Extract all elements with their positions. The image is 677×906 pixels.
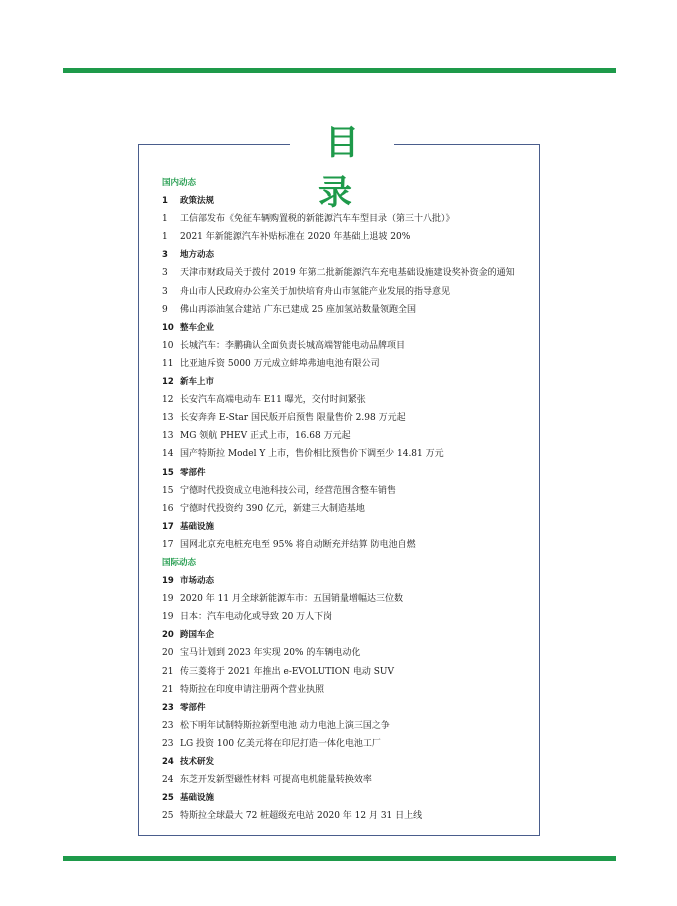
- toc-article-row[interactable]: [162, 445, 532, 463]
- toc-page-number: 10: [162, 322, 174, 333]
- toc-article-row[interactable]: [162, 391, 532, 409]
- toc-article-row[interactable]: [162, 536, 532, 554]
- toc-category-row[interactable]: [162, 319, 532, 337]
- toc-page-number: 1: [162, 196, 168, 207]
- toc-page-number: 21: [162, 666, 174, 677]
- toc-article-title: 特斯拉在印度申请注册两个营业执照: [180, 684, 325, 695]
- toc-article-row[interactable]: [162, 482, 532, 500]
- toc-section-title: 国内动态: [162, 178, 197, 188]
- toc-page-number: 12: [162, 377, 174, 388]
- toc-category-row[interactable]: [162, 626, 532, 644]
- toc-page-number: 12: [162, 395, 174, 406]
- toc-category-row[interactable]: [162, 753, 532, 771]
- toc-category-title: 技术研发: [180, 757, 215, 767]
- toc-category-title: 基础设施: [180, 521, 215, 532]
- toc-article-title: 长城汽车：李鹏确认全面负责长城高端智能电动品牌项目: [180, 340, 406, 351]
- toc-section-title: 国际动态: [162, 557, 197, 568]
- toc-article-title: 国产特斯拉 Model Y 上市，售价相比预售价下调至少 14.81 万元: [180, 449, 444, 460]
- toc-article-row[interactable]: [162, 681, 532, 699]
- toc-page-number: 1: [162, 214, 168, 225]
- toc-page-number: 13: [162, 431, 174, 442]
- toc-article-row[interactable]: [162, 771, 532, 789]
- toc-article-row[interactable]: [162, 608, 532, 626]
- toc-article-row[interactable]: [162, 337, 532, 355]
- toc-page-number: 3: [162, 250, 168, 261]
- toc-article-row[interactable]: [162, 717, 532, 735]
- toc-article-title: MG 领航 PHEV 正式上市，16.68 万元起: [180, 431, 351, 442]
- toc-article-title: 松下明年试制特斯拉新型电池 动力电池上演三国之争: [180, 720, 390, 731]
- toc-page-number: 15: [162, 485, 174, 496]
- toc-section-row[interactable]: [162, 554, 532, 572]
- toc-page-number: 23: [162, 720, 174, 731]
- toc-article-row[interactable]: [162, 228, 532, 246]
- toc-category-title: 市场动态: [180, 576, 215, 587]
- toc-category-title: 政策法规: [180, 196, 215, 207]
- toc-page-number: 9: [162, 304, 168, 315]
- toc-category-row[interactable]: [162, 789, 532, 807]
- page-title: 目 录: [318, 123, 373, 213]
- toc-page-number: 14: [162, 449, 174, 460]
- toc-article-title: 长安奔奔 E-Star 国民版开启预售 限量售价 2.98 万元起: [180, 413, 406, 424]
- toc-page-number: 10: [162, 340, 174, 351]
- toc-article-row[interactable]: [162, 427, 532, 445]
- toc-page-number: 19: [162, 576, 174, 587]
- toc-article-title: 舟山市人民政府办公室关于加快培育舟山市氢能产业发展的指导意见: [180, 286, 451, 297]
- bottom-green-rule: [63, 856, 616, 861]
- toc-category-title: 基础设施: [180, 793, 215, 804]
- toc-page-number: 20: [162, 630, 174, 641]
- toc-category-row[interactable]: [162, 246, 532, 264]
- toc-page-number: 15: [162, 467, 174, 478]
- toc-article-row[interactable]: [162, 210, 532, 228]
- toc-article-title: 宁德时代投资约 390 亿元，新建三大制造基地: [180, 503, 365, 514]
- toc-category-row[interactable]: [162, 373, 532, 391]
- toc-page-number: 16: [162, 503, 174, 514]
- toc-article-title: 宁德时代投资成立电池科技公司，经营范围含整车销售: [180, 485, 397, 496]
- toc-article-title: 日本：汽车电动化或导致 20 万人下岗: [180, 612, 333, 623]
- toc-article-row[interactable]: [162, 283, 532, 301]
- toc-category-title: 零部件: [180, 702, 206, 713]
- toc-page-number: 17: [162, 521, 174, 532]
- toc-article-title: 比亚迪斥资 5000 万元成立蚌埠弗迪电池有限公司: [180, 358, 380, 369]
- toc-page-number: 24: [162, 775, 174, 786]
- toc-article-title: 宝马计划到 2023 年实现 20% 的车辆电动化: [180, 648, 361, 659]
- toc-article-title: 工信部发布《免征车辆购置税的新能源汽车车型目录（第三十八批）》: [180, 214, 455, 225]
- toc-category-title: 整车企业: [180, 322, 215, 333]
- toc-category-title: 地方动态: [180, 250, 215, 261]
- toc-article-row[interactable]: [162, 735, 532, 753]
- toc-article-row[interactable]: [162, 807, 532, 825]
- toc-category-row[interactable]: [162, 572, 532, 590]
- toc-article-row[interactable]: [162, 663, 532, 681]
- toc-article-title: 特斯拉全球最大 72 桩超级充电站 2020 年 12 月 31 日上线: [180, 811, 423, 822]
- toc-category-title: 新车上市: [180, 377, 215, 388]
- toc-article-row[interactable]: [162, 500, 532, 518]
- toc-page-number: 23: [162, 702, 174, 713]
- toc-article-title: 天津市财政局关于拨付 2019 年第二批新能源汽车充电基础设施建设奖补资金的通知: [180, 268, 515, 279]
- toc-page-number: 23: [162, 738, 174, 749]
- toc-article-row[interactable]: [162, 644, 532, 662]
- toc-category-title: 零部件: [180, 467, 206, 478]
- toc-category-title: 跨国车企: [180, 630, 215, 641]
- toc-page-number: 11: [162, 358, 174, 369]
- toc-page-number: 20: [162, 648, 174, 659]
- toc-article-row[interactable]: [162, 590, 532, 608]
- toc-article-title: 2021 年新能源汽车补贴标准在 2020 年基础上退坡 20%: [180, 232, 411, 243]
- toc-article-title: 传三菱将于 2021 年推出 e-EVOLUTION 电动 SUV: [180, 666, 394, 677]
- top-green-rule: [63, 68, 616, 73]
- toc-page-number: 17: [162, 539, 174, 550]
- toc-category-row[interactable]: [162, 464, 532, 482]
- toc-category-row[interactable]: [162, 192, 532, 210]
- toc-article-title: LG 投资 100 亿美元将在印尼打造一体化电池工厂: [180, 738, 381, 749]
- toc-page-number: 1: [162, 232, 168, 243]
- toc-article-title: 长安汽车高端电动车 E11 曝光，交付时间紧张: [180, 395, 366, 406]
- toc-page-number: 3: [162, 286, 168, 297]
- toc-page-number: 13: [162, 413, 174, 424]
- table-of-contents: [162, 174, 532, 825]
- toc-page-number: 25: [162, 811, 174, 822]
- toc-page-number: 25: [162, 793, 174, 804]
- toc-page-number: 19: [162, 594, 174, 605]
- toc-article-row[interactable]: [162, 409, 532, 427]
- toc-article-row[interactable]: [162, 264, 532, 282]
- toc-category-row[interactable]: [162, 518, 532, 536]
- toc-page-number: 3: [162, 268, 168, 279]
- toc-article-title: 2020 年 11 月全球新能源车市：五国销量增幅达三位数: [180, 594, 403, 605]
- toc-article-row[interactable]: [162, 355, 532, 373]
- toc-article-row[interactable]: [162, 301, 532, 319]
- toc-article-title: 东芝开发新型磁性材料 可提高电机能量转换效率: [180, 775, 372, 786]
- toc-article-title: 佛山再添油氢合建站 广东已建成 25 座加氢站数量领跑全国: [180, 304, 417, 315]
- toc-article-title: 国网北京充电桩充电至 95% 将自动断充并结算 防电池自燃: [180, 539, 416, 550]
- toc-section-row[interactable]: [162, 174, 532, 192]
- toc-category-row[interactable]: [162, 699, 532, 717]
- toc-page-number: 21: [162, 684, 174, 695]
- toc-page-number: 24: [162, 757, 174, 767]
- toc-page-number: 19: [162, 612, 174, 623]
